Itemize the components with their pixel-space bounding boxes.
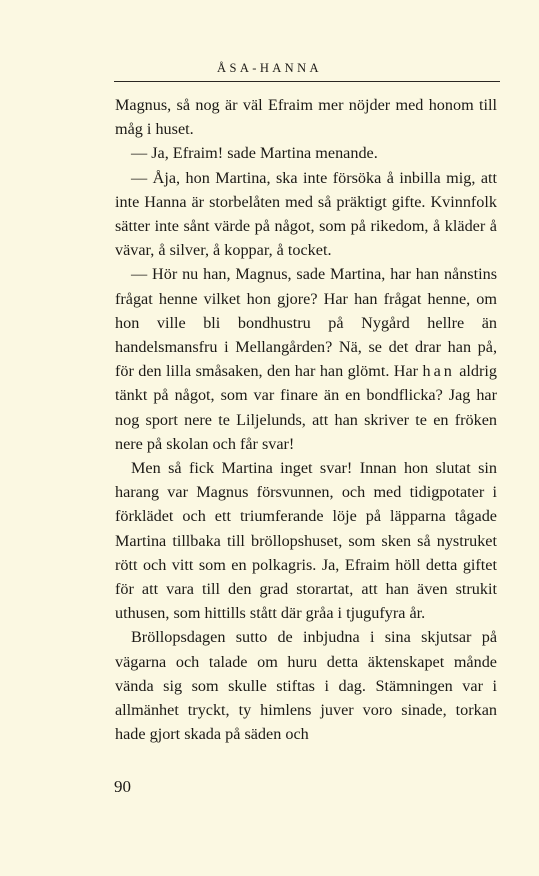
page-number: 90	[114, 777, 131, 796]
paragraph: — Ja, Efraim! sade Martina menande.	[131, 144, 378, 163]
paragraph	[115, 262, 497, 456]
paragraph: Men så fick Martina inget svar! Innan hon slutat sin harang var Magnus försvunnen, och med tidigpotater i förklädet och ett triumferande löje på läpparna tågade Martina tillbaka till bröllopshuset, som sken så nystruket rött och vitt som en polkagris. Ja, Efraim höll detta giftet för att vara till den grad storartat, att han även strukit uthusen, som hittills stått där gråa i tjugufyra år.	[115, 459, 497, 623]
emphasized-word: han	[422, 362, 455, 381]
paragraph: Bröllopsdagen sutto de inbjudna i sina skjutsar på vägarna och talade om huru detta äktenskapet månde vända sig som skulle stiftas i dag. Stämningen var i allmänhet tryckt, ty himlens juver voro sinade, torkan hade gjort skada på säden och	[115, 628, 497, 744]
paragraph: Magnus, så nog är väl Efraim mer nöjder med honom till måg i huset.	[115, 96, 497, 139]
running-header: ÅSA-HANNA	[217, 61, 322, 75]
paragraph-text: — Hör nu han, Magnus, sade Martina, har han nånstins frågat henne vilket hon gjore? Har han frågat henne, om hon ville bli bondhustru på Nygård hellre än handelsmansfru i Mellangården? Nä, se det drar han på, för den lilla småsaken, den har han glömt. Har	[115, 265, 497, 381]
body-text	[115, 93, 497, 746]
header-rule	[114, 81, 500, 82]
paragraph: — Åja, hon Martina, ska inte försöka å inbilla mig, att inte Hanna är storbelåten med så präktigt gifte. Kvinnfolk sätter inte sånt värde på något, som på rikedom, å kläder å vävar, å silver, å koppar, å tocket.	[115, 168, 497, 260]
paragraph-text: aldrig tänkt på något, som var finare än en bondflicka? Jag har nog sport nere te Liljelunds, att han skriver te en fröken nere på skolan och får svar!	[115, 362, 497, 453]
